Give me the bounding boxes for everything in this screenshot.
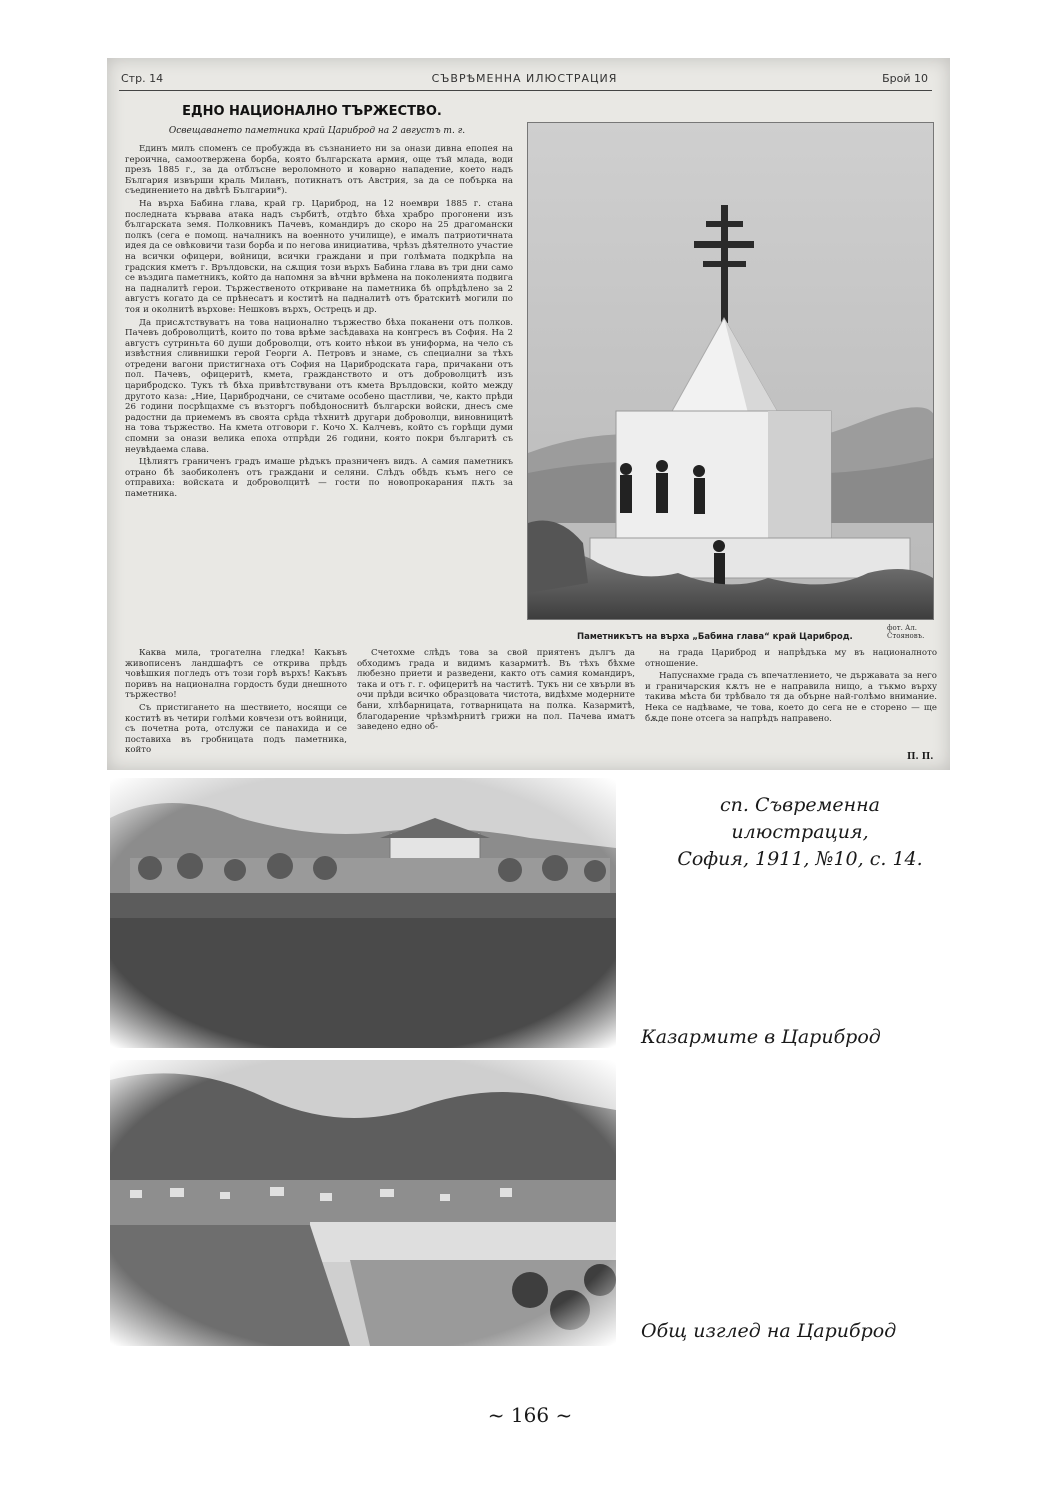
issue-number: Брой 10: [882, 72, 928, 85]
source-caption-line: сп. Съвременна илюстрация,: [720, 794, 880, 843]
paragraph: Единъ милъ споменъ се пробужда въ съзнанието ни за онази дивна епопея на героична, самоотвержена борба, която българската армия, още тъй млада, води презъ 1885 г., за да отблъсне вероломното и коварно нападение, което надъ България извърши краль Миланъ, потикнатъ отъ Австрия, за да се побърка на съединението на двѣтѣ Българии*).: [125, 144, 513, 197]
article-headline: ЕДНО НАЦИОНАЛНО ТЪРЖЕСТВО.: [182, 104, 442, 119]
paragraph: Счетохме слѣдъ това за свой приятенъ дългъ да обходимъ града и видимъ казармитѣ. Въ тѣхъ бѣхме любезно приети и разведени, както отъ самия командиръ, така и отъ г. г. офицеритѣ на частитѣ. Тукъ ни се хвърли въ очи прѣди всичко образцовата чистота, видѣхме модерните бани, хлѣбарницата, готварницата на полка. Казармитѣ, благодарение чрѣзмѣрнитѣ грижи на пол. Пачева иматъ заведено едно об-: [357, 648, 635, 733]
magazine-title: СЪВРѢМЕННА ИЛЮСТРАЦИЯ: [431, 72, 618, 85]
monument-photo: [527, 122, 934, 620]
barracks-caption: Казармите в Цариброд: [641, 1026, 881, 1048]
town-view-illustration: [110, 1060, 616, 1346]
newspaper-scan: [107, 58, 950, 770]
barracks-photo: [110, 778, 616, 1048]
article-subhead: Освещаването паметника край Цариброд на 2 августъ т. г.: [168, 126, 466, 136]
scan-page-label: Стр. 14: [121, 72, 164, 85]
paragraph: Напуснахме града съ впечатлението, че държавата за него и граничарския кѫтъ не е направила нищо, а тъкмо върху такива мѣста би трѣбвало тя да обърне най-голѣмо внимание. Нека се надѣваме, че това, което до сега не е сторено — ще бѫде поне отсега за напрѣдъ направено.: [645, 671, 937, 724]
article-signature: П. П.: [907, 752, 934, 762]
article-column-bottom-2: [357, 648, 635, 766]
article-column-bottom-1: [125, 648, 347, 766]
running-header: [121, 72, 928, 92]
paragraph: На върха Бабина глава, край гр. Цариброд, на 12 ноември 1885 г. стана последната кървава атака надъ сърбитѣ, отдѣто бѣха храбро прогонени изъ българската земя. Полковникъ Пачевъ, командиръ до скоро на 25 драгомански полкъ (сега е помощ. началникъ на военното училище), е ималъ патриотичната идея да се овѣковичи тази борба и по негова инициатива, чрѣзъ дѣятелното участие на всички офицери, войници, всички граждани и при голѣмата подкрѣпа на градския кметъ г. Врълдовски, на сѫщия този върхъ Бабина глава въ три дни само се въздига паметникъ, който да напомня за вѣчни врѣмена на поколенията подвига на падналитѣ герои. Тържественото откриване на паметника бѣ опрѣдѣлено за 2 августъ когато да се прѣнесатъ и коститѣ на падналитѣ отъ братскитѣ могили по тоя и околнитѣ върхове: Нешковъ върхъ, Острецъ и др.: [125, 198, 513, 315]
paragraph: Каква мила, трогателна гледка! Какъвъ живописенъ ландшафтъ се открива прѣдъ човѣшкия погледъ отъ този горѣ върхъ! Какъвъ поривъ на национална гордость буди днешното тържество!: [125, 648, 347, 701]
page-number: ~ 166 ~: [487, 1403, 573, 1427]
source-caption: [650, 792, 950, 873]
photo-caption: Паметникътъ на върха „Бабина глава“ край Цариброд.: [577, 632, 853, 642]
photo-credit: фот. Ал. Стояновъ.: [887, 624, 925, 640]
header-rule: [119, 90, 932, 91]
barracks-illustration: [110, 778, 616, 1048]
article-column-bottom-3: [645, 648, 937, 752]
paragraph: на града Цариброд и напрѣдъка му въ националното отношение.: [645, 648, 937, 669]
paragraph: Цѣлиятъ граниченъ градъ имаше рѣдъкъ празниченъ видъ. А самия паметникъ отрано бѣ заобиколенъ отъ граждани и селяни. Слѣдъ обѣдъ къмъ него се отправиха: войската и доброволцитѣ — гости по новопрокарания пѫть за паметника.: [125, 457, 513, 499]
monument-illustration: [528, 123, 933, 619]
paragraph: Да присѫтствуватъ на това национално тържество бѣха поканени отъ полков. Пачевъ доброволцитѣ, които по това врѣме засѣдаваха на конгресъ въ София. На 2 августъ сутриньта 60 души доброволци, отъ които нѣкои въ униформа, на чело съ извѣстния сливнишки герой Георги А. Петровъ и знаме, съ специални за тѣхъ отредени вагони пристигнаха отъ София на Царибродската гара, причакани отъ пол. Пачевъ, офицеритѣ, кмета, гражданството и отъ доброволцитѣ изъ царибродско. Тукъ тѣ бѣха привѣтствувани отъ кмета Врълдовски, който между другото каза: „Ние, Царибродчани, се считаме особено щастливи, че, както прѣди 26 години посрѣщахме съ възторгъ побѣдоноснитѣ български войски, днесъ сме радостни да приемемъ въ своята срѣда тѣхнитѣ другари доброволци, виновницитѣ на това тържество. На кмета отговори г. Кочо Х. Калчевъ, който съ горѣщи думи спомни за онази велика епоха отпрѣди 26 години, която покри българитѣ съ неувѣдаема слава.: [125, 317, 513, 455]
town-view-caption: Общ изглед на Цариброд: [641, 1320, 897, 1342]
paragraph: Съ пристигането на шествието, носящи се коститѣ въ четири голѣми ковчези отъ войници, съ почетна рота, отслужи се панахида и се поставиха въ гробницата подъ паметника, който: [125, 702, 347, 756]
town-view-photo: [110, 1060, 616, 1346]
source-caption-line: София, 1911, №10, с. 14.: [677, 848, 923, 870]
article-column-main: [125, 144, 513, 620]
